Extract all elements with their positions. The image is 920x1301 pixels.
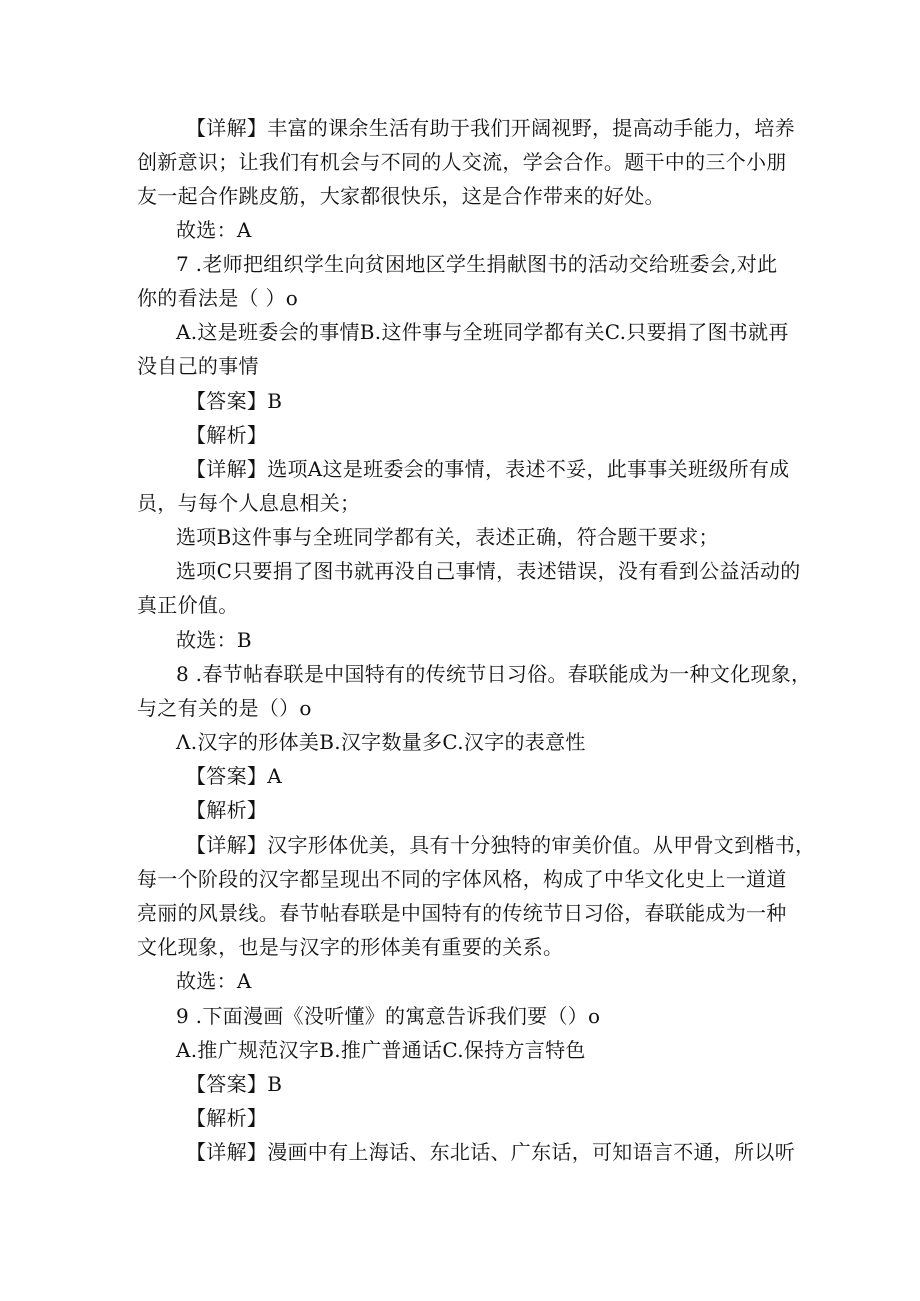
text-line: 【详解】汉字形体优美，具有十分独特的审美价值。从甲骨文到楷书， xyxy=(186,833,816,857)
text-line: 你的看法是（ ）o xyxy=(137,286,299,310)
text-line: 员，与每个人息息相关； xyxy=(137,491,361,515)
text-line: 文化现象，也是与汉字的形体美有重要的关系。 xyxy=(137,935,564,959)
text-line: 【详解】漫画中有上海话、东北话、广东话，可知语言不通，所以听 xyxy=(186,1140,795,1164)
text-line: 亮丽的风景线。春节帖春联是中国特有的传统节日习俗，春联能成为一种 xyxy=(137,901,787,925)
answer-label: 【答案】B xyxy=(186,1072,283,1096)
question-9-options: A.推广规范汉字B.推广普通话C.保持方言特色 xyxy=(176,1038,586,1062)
answer-label: 【答案】B xyxy=(186,389,283,413)
analysis-label: 【解析】 xyxy=(186,423,268,447)
text-line: 每一个阶段的汉字都呈现出不同的字体风格，构成了中华文化史上一道道 xyxy=(137,867,787,891)
question-9-stem: 9 .下面漫画《没听懂》的寓意告诉我们要（）o xyxy=(176,1004,601,1028)
question-7-options: A.这是班委会的事情B.这件事与全班同学都有关C.只要捐了图书就再 xyxy=(176,320,789,344)
text-line: 故选：B xyxy=(176,628,252,652)
text-line: 友一起合作跳皮筋，大家都很快乐，这是合作带来的好处。 xyxy=(137,184,665,208)
question-8-stem: 8 .春节帖春联是中国特有的传统节日习俗。春联能成为一种文化现象， xyxy=(176,662,812,686)
text-line: 【详解】丰富的课余生活有助于我们开阔视野，提高动手能力，培养 xyxy=(186,116,795,140)
text-line: 选项B这件事与全班同学都有关，表述正确，符合题干要求； xyxy=(176,525,719,549)
question-8-options: Λ.汉字的形体美B.汉字数量多C.汉字的表意性 xyxy=(176,730,586,754)
text-line: 故选：A xyxy=(176,218,252,242)
text-line: 没自己的事情 xyxy=(137,354,259,378)
analysis-label: 【解析】 xyxy=(186,1106,268,1130)
answer-label: 【答案】A xyxy=(186,764,282,788)
text-line: 创新意识；让我们有机会与不同的人交流，学会合作。题干中的三个小朋 xyxy=(137,150,787,174)
text-line: 故选：A xyxy=(176,969,252,993)
question-7-stem: 7 .老师把组织学生向贫困地区学生捐献图书的活动交给班委会,对此 xyxy=(176,252,778,276)
text-line: 【详解】选项A这是班委会的事情，表述不妥，此事事关班级所有成 xyxy=(186,457,790,481)
text-line: 真正价值。 xyxy=(137,593,239,617)
text-line: 与之有关的是（）o xyxy=(137,696,312,720)
analysis-label: 【解析】 xyxy=(186,798,268,822)
text-line: 选项C只要捐了图书就再没自己事情，表述错误，没有看到公益活动的 xyxy=(176,559,801,583)
